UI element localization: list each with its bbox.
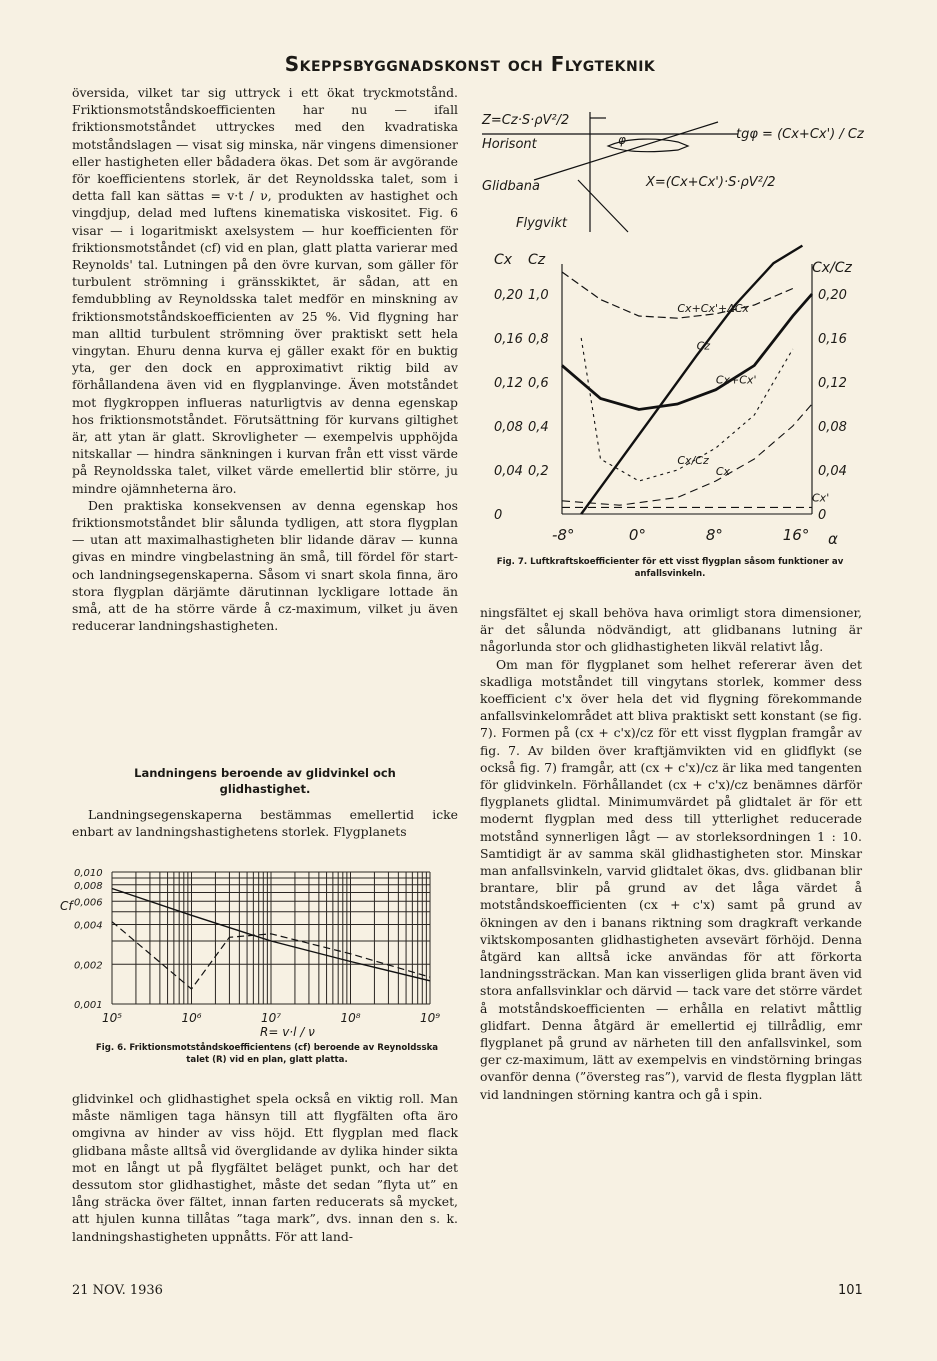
fig7-cx-tick: 0,04 [494, 464, 523, 479]
fig7-series-label: Cx+Cx' [715, 373, 757, 387]
fig6-chart [60, 858, 440, 1040]
fig6-y-tick: 0,006 [74, 897, 103, 909]
fig7-cx-tick: 0,20 [494, 288, 523, 303]
fig6-y-tick: 0,001 [74, 1000, 103, 1011]
fig7-ratio-tick: 0,04 [818, 464, 847, 479]
fig7-cx-tick: 0 [494, 508, 503, 523]
left-column-top [72, 84, 458, 635]
fig7-ratio-tick: 0,20 [818, 288, 847, 303]
fig7-series-label: Cx [715, 465, 731, 478]
fig6-x-tick: 10⁷ [261, 1011, 282, 1025]
fig7-x-symbol: α [828, 530, 838, 548]
footer-page-number: 101 [838, 1283, 863, 1298]
fig7-cz-tick: 0,4 [528, 420, 549, 435]
paragraph: Landningsegenskaperna bestämmas emellertid icke enbart av landningshastighetens storlek. Flygplanets [72, 807, 458, 840]
fig7-cx-tick: 0,12 [494, 376, 523, 391]
fig6-y-label: Cf [60, 899, 73, 913]
fig7-cz-tick: 0,8 [528, 332, 549, 347]
fig6-x-tick: 10⁹ [420, 1011, 440, 1025]
fig7-label-weight: Flygvikt [516, 216, 567, 231]
paragraph: glidvinkel och glidhastighet spela också en viktig roll. Man måste nämligen taga hänsyn till att flygfälten ofta äro omgivna av hinder av viss höjd. Ett flygplan med flack glidbana måste alltså vid överglidande av dylika hinder sikta mot en långt ut på flygfältet beläget punkt, och har det dessutom stor glidhastighet, måste det sedan ”flyta ut” en lång sträcka över fältet, innan farten reducerats så mycket, att hjulen kunna tillåtas ”taga mark”, dvs. innan den s. k. landningshastigheten uppnåtts. För att land- [72, 1091, 458, 1244]
fig6-x-tick: 10⁶ [181, 1011, 202, 1025]
fig6-y-tick: 0,008 [74, 880, 103, 892]
fig7-x-tick: 16° [782, 526, 810, 544]
fig7-series-label: Cz [696, 339, 711, 353]
fig7-caption: Fig. 7. Luftkraftskoefficienter för ett visst flygplan såsom funktioner av anfallsvinkeln. [496, 557, 844, 579]
fig7-series-line [581, 246, 802, 514]
paragraph: Den praktiska konsekvensen av denna egenskap hos friktionsmotståndet blir sålunda tydligen, att stora flygplan — utan att maximalhastigheten blir lidande därav — kunna givas en mindre vingbelastning än små, till fördel för start- och landningsegenskaperna. Såsom vi snart skola finna, äro stora flygplan därjämte därutinnan lyckligare lottade än små, att de ha större värde å cz-maximum, vilket ju även reducerar landningshastigheten. [72, 497, 458, 634]
fig7-formula-tan: tgφ = (Cx+Cx') / Cz [736, 127, 864, 142]
fig7-ratio-tick: 0,16 [818, 332, 847, 347]
fig7-cz-tick: 1,0 [528, 288, 549, 303]
fig7-cx-tick: 0,16 [494, 332, 523, 347]
fig7-label-horizon: Horisont [482, 137, 537, 152]
fig6-x-ticks [102, 1011, 440, 1025]
fig6-y-tick: 0,010 [74, 868, 103, 879]
fig7-x-tick: -8° [552, 526, 575, 544]
fig7-ratio-tick: 0 [818, 508, 827, 523]
fig7-series-label: Cx+Cx'+ΔCx [677, 302, 749, 316]
fig7-cz-tick: 0,2 [528, 464, 549, 479]
right-column [480, 604, 862, 1103]
page-title: Skeppsbyggnadskonst och Flygteknik [284, 52, 656, 76]
fig7-cx-tick: 0,08 [494, 420, 523, 435]
paragraph: Om man för flygplanet som helhet refererar även det skadliga motståndet till vingytans storlek, kommer dess koefficient c'x över hela det vid flygning förekommande anfallsvinkelområdet att bliva praktiskt sett konstant (se fig. 7). Formen på (cx + c'x)/cz för ett visst flygplan framgår av fig. 7. Av bilden över kraftjämvikten vid en glidflykt (se också fig. 7) framgår, att (cx + c'x)/cz är lika med tangenten för glidvinkeln. Förhållandet (cx + c'x)/cz benämnes därför flygplanets glidtal. Minimumvärdet på glidtalet är för ett modernt flygplan med dess till ytterlighet reducerade motstånd synnerligen lågt — av storleksordningen 1 : 10. Samtidigt är av samma skäl glidhastigheten stor. Minskar man anfallsvinkeln, varvid glidtalet ökas, dvs. glidbanan blir brantare, blir på grund av det låga värdet å motståndskoefficienten (cx + c'x) samt på grund av ökningen av den i banans riktning som dragkraft verkande viktskomposanten glidhastigheten avsevärt förhöjd. Denna åtgärd kan alltså icke användas för att förkorta landningssträckan. Man kan visserligen glida brant även vid stora anfallsvinklar och därvid — tack vare det större värdet å motståndskoefficienten — erhålla en relativt måttlig glidfart. Denna åtgärd är emellertid ej tillrådlig, emr flygplanet på grund av närheten till den anfallsvinkel, som ger cz-maximum, lätt av exempelvis en vindstörning bringas ovanför denna (”översteg ras”), varvid de flesta flygplan lätt vid landningen störning kantra och gå i spin. [480, 656, 862, 1102]
fig6-caption: Fig. 6. Friktionsmotståndskoefficientens (cf) beroende av Reynoldsska talet (R) vid en plan, glatt platta. [95, 1043, 439, 1065]
fig7-force-diagram [478, 82, 864, 242]
fig7-chart [490, 244, 860, 554]
fig7-formula-lift: Z=Cz·S·ρV²/2 [482, 113, 570, 128]
fig6-x-tick: 10⁸ [340, 1011, 361, 1025]
fig7-force-lines [482, 112, 738, 232]
fig6-x-label: R= v·l / ν [260, 1025, 315, 1039]
fig6-x-tick: 10⁵ [102, 1011, 123, 1025]
section-paragraph [72, 806, 458, 840]
fig7-x-tick: 0° [628, 526, 646, 544]
fig7-x-ticks [552, 526, 809, 544]
fig6-y-tick: 0,004 [74, 920, 103, 932]
fig7-ratio-tick: 0,12 [818, 376, 847, 391]
fig7-axis-right: Cx/Cz [812, 260, 852, 276]
fig7-formula-drag: X=(Cx+Cx')·S·ρV²/2 [646, 175, 776, 190]
fig6-y-ticks [74, 868, 103, 1011]
fig7-series [562, 246, 829, 514]
fig7-series-label: Cx/Cz [677, 454, 709, 467]
paragraph: ningsfältet ej skall behöva hava orimligt stora dimensioner, är det sålunda nödvändigt, att glidbanans lutning är någorlunda stor och glidhastigheten likväl relativt låg. [480, 605, 862, 655]
footer-date: 21 NOV. 1936 [72, 1283, 163, 1298]
fig7-axis-left-cx: Cx [494, 252, 513, 268]
fig7-x-tick: 8° [705, 526, 723, 544]
fig6-y-tick: 0,002 [74, 960, 103, 972]
paragraph: översida, vilket tar sig uttryck i ett ökat tryckmotstånd. Friktionsmotståndskoefficienten har nu — ifall friktionsmotståndet uttryckes med den kvadratiska motståndslagen — visat sig minska, när vingens dimensioner eller hastigheten eller bådadera ökas. Det som är avgörande för koefficientens storlek, är det Reynoldsska talet, som i detta fall kan sättas = v·t / ν, produkten av hastighet och vingdjup, delad med luftens kinematiska viskositet. Fig. 6 visar — i logaritmiskt axelsystem — hur koefficienten för friktionsmotståndet (cf) vid en plan, glatt platta varierar med Reynolds' tal. Lutningen på den övre kurvan, som gäller för turbulent strömning i gränsskiktet, är sådan, att en femdubbling av Reynoldsska talet medför en minskning av friktionsmotståndskoefficienten av 25 %. Vid flygning har man alltid turbulent strömning över praktiskt sett hela vingytan. Ehuru denna kurva ej gäller exakt för en buktig yta, ger den dock en approximativt riktig bild av förhållandena även vid en flygplanvinge. Även motståndet mot flygkroppen influeras naturligtvis av denna egenskap hos friktionsmotståndet. Förutsättning för kurvans giltighet är, att ytan är glatt. Skrovligheter — exempelvis upphöjda nitskallar — hindra sänkningen i kurvan från ett visst värde på Reynoldsska talet, vilket värde emellertid blir större, ju mindre ojämnheterna äro. [72, 85, 458, 496]
fig7-axis-left-cz: Cz [528, 252, 546, 268]
left-column-bottom [72, 1090, 458, 1245]
fig7-cz-tick: 0,6 [528, 376, 549, 391]
fig7-phi: φ [618, 133, 626, 147]
section-heading: Landningens beroende av glidvinkel och glidhastighet. [134, 766, 396, 796]
fig7-label-glide: Glidbana [482, 179, 540, 194]
fig7-series-label: Cx' [812, 491, 830, 505]
fig7-ratio-tick: 0,08 [818, 420, 847, 435]
fig6-grid [112, 872, 430, 1004]
